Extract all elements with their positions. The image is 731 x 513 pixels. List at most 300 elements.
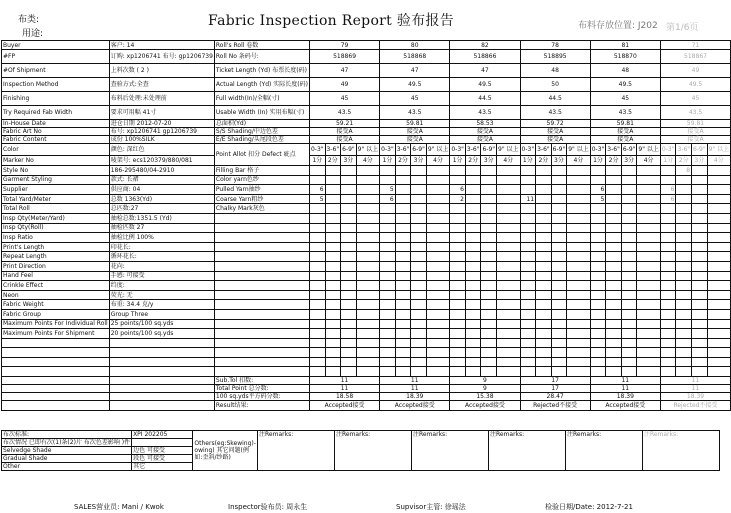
defect-count [692,367,708,377]
defect-count [676,319,692,329]
defect-count [590,338,606,348]
defect-band: 9" 以上 [356,144,380,156]
inspection-table [1,40,731,411]
defect-count [380,309,396,319]
defect-count [707,175,731,185]
defect-count [325,357,341,367]
defect-count [520,166,536,176]
defect-count [497,319,521,329]
defect-points: 3分 [621,156,637,166]
measure-value: 518895 [520,50,590,64]
spec-label: Fabric Art No [2,128,110,136]
defect-count [536,242,552,252]
measure-value: 43.5 [520,106,590,120]
defect-band: 0-3" [520,144,536,156]
defect-count [621,357,637,367]
defect-count [395,281,411,291]
defect-count [621,348,637,358]
bottom-label: Other [2,463,132,471]
defect-count [426,357,450,367]
defect-count [660,367,676,377]
bottom-value: 段色 可接受 [132,455,193,463]
defect-count [707,348,731,358]
spec-value: 进仓日期 2012-07-20 [109,120,214,128]
roll-header-label: Roll's Roll 卷数 [214,41,309,50]
defect-points: 4分 [707,156,731,166]
measure-value: 58.53 [450,120,520,128]
measure-value: 47 [450,64,520,78]
defect-count [426,213,450,223]
defect-band: 3-6" [325,144,341,156]
defect-count [356,204,380,214]
measure-value: 接受A [520,128,590,136]
defect-count [341,261,357,271]
defect-count [590,290,606,300]
defect-count [450,166,466,176]
defect-count [411,261,427,271]
defect-count [411,194,427,204]
defect-count [450,357,466,367]
defect-count [426,194,450,204]
defect-count [450,309,466,319]
defect-count [450,290,466,300]
spec-value: 款式: 长裙 [109,175,214,185]
measure-value: 48 [590,64,660,78]
defect-count [520,338,536,348]
defect-count [692,166,708,176]
measure-value: 518870 [590,50,660,64]
defect-count [606,338,622,348]
defect-count [309,175,325,185]
defect-count [450,329,466,339]
defect-count [660,357,676,367]
defect-label: Color yarn色纱 [214,175,309,185]
spec-value: 186-295480/04-2910 [109,166,214,176]
defect-count [660,166,676,176]
spec-value: 成份 100%SILK [109,136,214,144]
defect-label [214,329,309,339]
spec-label: #FP [2,50,110,64]
defect-label [214,242,309,252]
defect-count [692,329,708,339]
defect-count [356,338,380,348]
defect-count [426,309,450,319]
defect-count [380,338,396,348]
defect-count [520,204,536,214]
defect-points: 1分 [380,156,396,166]
defect-count: 2 [450,194,466,204]
defect-count [450,261,466,271]
defect-count [621,204,637,214]
defect-count [707,204,731,214]
inspector-signature: Inspector验布员: 周永生 [228,503,308,511]
defect-count [520,290,536,300]
defect-count [356,242,380,252]
summary-value: 18.39 [590,393,660,401]
defect-count [497,300,521,310]
defect-points: 2分 [325,156,341,166]
defect-count [551,252,567,262]
defect-points: 3分 [692,156,708,166]
defect-count [660,213,676,223]
defect-count: 5 [590,194,606,204]
defect-points: 3分 [551,156,567,166]
summary-value: 11 [309,377,379,385]
defect-band: 6-9" [551,144,567,156]
defect-count [395,271,411,281]
defect-count: 5 [309,194,325,204]
measure-value: 49.5 [380,78,450,92]
defect-count [309,319,325,329]
roll-remarks: 注Remarks: [411,431,488,471]
defect-count [660,329,676,339]
defect-band: 6-9" [481,144,497,156]
defect-count [395,290,411,300]
defect-count [465,348,481,358]
defect-count [426,271,450,281]
defect-count [356,261,380,271]
defect-count [520,319,536,329]
defect-count [411,175,427,185]
defect-count [465,175,481,185]
defect-count [325,367,341,377]
defect-count [606,300,622,310]
spec-label: Total Yard/Meter [2,194,110,204]
defect-count [380,319,396,329]
defect-count [660,309,676,319]
defect-count [637,290,661,300]
defect-count: 6 [660,194,676,204]
defect-count [497,242,521,252]
spec-label: Style No [2,166,110,176]
defect-count [325,348,341,358]
summary-value: 18.39 [380,393,450,401]
defect-count [356,194,380,204]
defect-count [536,357,552,367]
measure-value: 48 [520,64,590,78]
remarks-table [1,430,720,471]
measure-value: 44.5 [520,92,590,106]
measure-label: Ticket Length (Yd) 布票长度(码) [214,64,309,78]
defect-count [621,300,637,310]
defect-count [395,319,411,329]
spec-value: 抽检总数:1351.5 (Yd) [109,213,214,223]
defect-count [341,185,357,195]
defect-count [707,319,731,329]
spec-value: 布号: xp1206741 gp1206739 [109,128,214,136]
defect-count [536,338,552,348]
defect-count [395,309,411,319]
measure-label: 总面积(Yd) [214,120,309,128]
spec-value: 总数 1363(Yd) [109,194,214,204]
storage-location: 布料存放位置: J202 [578,21,658,31]
defect-count [426,223,450,233]
summary-label: 100 sq.yds平方码分数: [214,393,309,401]
defect-count [465,329,481,339]
measure-value: 47 [309,64,379,78]
defect-points: 1分 [590,156,606,166]
roll-number: 80 [380,41,450,50]
defect-count [309,271,325,281]
defect-count [536,166,552,176]
defect-count [380,204,396,214]
defect-count [551,175,567,185]
defect-count [465,357,481,367]
defect-count: 5 [380,185,396,195]
defect-count [426,261,450,271]
defect-points: 2分 [676,156,692,166]
defect-points: 1分 [450,156,466,166]
spec-value: 颜色: 深红色 [109,144,214,156]
measure-value: 接受A [590,136,660,144]
defect-count [380,357,396,367]
defect-count [309,309,325,319]
defect-count [707,281,731,291]
defect-count [309,338,325,348]
defect-count [692,242,708,252]
defect-count [465,166,481,176]
defect-count [325,300,341,310]
bottom-value [132,439,193,447]
spec-label: Garment Styling [2,175,110,185]
defect-count [325,281,341,291]
summary-label: Result结果: [214,401,309,411]
defect-count [551,261,567,271]
defect-count [536,261,552,271]
defect-count [567,338,591,348]
defect-count [676,357,692,367]
defect-count [606,357,622,367]
summary-value: Rejected不接受 [520,401,590,411]
spec-value: 手感: 可接受 [109,271,214,281]
defect-count [707,300,731,310]
defect-label: Coarse Yarn粗纱 [214,194,309,204]
spec-value: 花向: [109,261,214,271]
defect-count [465,233,481,243]
defect-count [707,338,731,348]
defect-count [536,252,552,262]
defect-count [497,194,521,204]
defect-count [660,348,676,358]
defect-count [481,223,497,233]
defect-count [380,166,396,176]
defect-count [356,166,380,176]
defect-count [309,261,325,271]
defect-count [567,194,591,204]
defect-band: 0-3" [309,144,325,156]
defect-band: 6-9" [411,144,427,156]
spec-value: 供应商: 04 [109,185,214,195]
spec-label: Fabric Group [2,309,110,319]
defect-label [214,367,309,377]
defect-count [676,261,692,271]
defect-count [341,233,357,243]
measure-value: 接受A [450,136,520,144]
defect-count [325,204,341,214]
defect-count [637,242,661,252]
defect-count [426,242,450,252]
measure-value: 518867 [660,50,730,64]
defect-count [637,357,661,367]
defect-count [497,309,521,319]
defect-count [450,367,466,377]
defect-count [536,300,552,310]
defect-count [411,252,427,262]
defect-count [637,194,661,204]
defect-count [590,242,606,252]
defect-count [536,271,552,281]
defect-count [341,357,357,367]
defect-band: 3-6" [676,144,692,156]
defect-count [356,281,380,291]
defect-count: 6 [590,185,606,195]
defect-count [707,261,731,271]
defect-count [426,185,450,195]
defect-count [450,213,466,223]
defect-count [395,185,411,195]
defect-count [481,204,497,214]
defect-count [481,185,497,195]
defect-count [676,271,692,281]
defect-count [497,252,521,262]
defect-count [411,271,427,281]
defect-count [497,348,521,358]
defect-count [707,290,731,300]
inspection-date: 检验日期/Date: 2012-7-21 [545,503,633,511]
defect-count [325,271,341,281]
defect-count [411,242,427,252]
defect-count [621,261,637,271]
spec-value: 上料次数 ( 2 ) [109,64,214,78]
spec-value: 查验方式:全查 [109,78,214,92]
defect-count [395,175,411,185]
defect-count [411,213,427,223]
defect-points: 2分 [395,156,411,166]
defect-count [692,271,708,281]
defect-count [606,329,622,339]
defect-count [567,252,591,262]
fabric-type-label: 布类: [18,15,40,25]
defect-count [637,309,661,319]
defect-count [567,261,591,271]
defect-count [660,223,676,233]
defect-label: Chalky Mark灰色 [214,204,309,214]
defect-count [692,252,708,262]
defect-count [411,357,427,367]
defect-count [551,357,567,367]
defect-count [395,300,411,310]
defect-count [676,185,692,195]
defect-count [567,213,591,223]
usage-label: 用途: [22,29,44,39]
summary-value: 11 [590,377,660,385]
defect-count [551,290,567,300]
defect-count [411,281,427,291]
defect-count [465,271,481,281]
defect-count [465,319,481,329]
defect-count [411,300,427,310]
summary-value: 11 [590,385,660,393]
defect-count [356,300,380,310]
summary-label: Sub.Tol 扣数: [214,377,309,385]
defect-count [660,204,676,214]
defect-count [660,175,676,185]
defect-count [536,175,552,185]
defect-count [692,233,708,243]
defect-count [325,166,341,176]
defect-count [450,338,466,348]
spec-label: Insp Qty(Roll) [2,223,110,233]
defect-label [214,233,309,243]
spec-value: 25 points/100 sq.yds [109,319,214,329]
defect-count [341,290,357,300]
defect-count [707,329,731,339]
summary-value: 11 [660,385,730,393]
defect-count [520,242,536,252]
defect-label [214,348,309,358]
defect-count [325,175,341,185]
defect-count [411,319,427,329]
defect-count [309,290,325,300]
defect-count [606,252,622,262]
defect-count [395,348,411,358]
defect-band: 9" 以上 [707,144,731,156]
spec-label: Total Roll [2,204,110,214]
defect-count [309,213,325,223]
defect-count [692,204,708,214]
defect-count [520,175,536,185]
spec-label: Neon [2,290,110,300]
defect-count [676,290,692,300]
defect-count [356,185,380,195]
bottom-label: 布次标准: [2,431,132,439]
defect-count [481,348,497,358]
defect-count [395,233,411,243]
measure-label: Usable Width (In) 实用布幅(寸) [214,106,309,120]
defect-count [590,348,606,358]
roll-remarks: 注Remarks: [258,431,335,471]
defect-count [621,166,637,176]
defect-count [606,233,622,243]
defect-points: 3分 [481,156,497,166]
measure-value: 44.5 [450,92,520,106]
defect-count [551,223,567,233]
defect-points: 1分 [309,156,325,166]
defect-count [621,213,637,223]
spec-label: Insp Qty(Meter/Yard) [2,213,110,223]
defect-count [341,309,357,319]
defect-count [341,348,357,358]
defect-count [497,290,521,300]
defect-count [395,242,411,252]
defect-count [567,319,591,329]
defect-count [426,367,450,377]
defect-count [676,348,692,358]
spec-label: Try Required Fab Width [2,106,110,120]
defect-count [606,204,622,214]
defect-count [660,338,676,348]
defect-count [660,290,676,300]
defect-count [497,223,521,233]
roll-number: 81 [590,41,660,50]
defect-count [380,223,396,233]
defect-count [606,367,622,377]
defect-count [606,261,622,271]
page-number: 第1/6页 [666,23,699,33]
defect-count [411,309,427,319]
spec-value: 抽检匹数 27 [109,223,214,233]
defect-count [309,252,325,262]
